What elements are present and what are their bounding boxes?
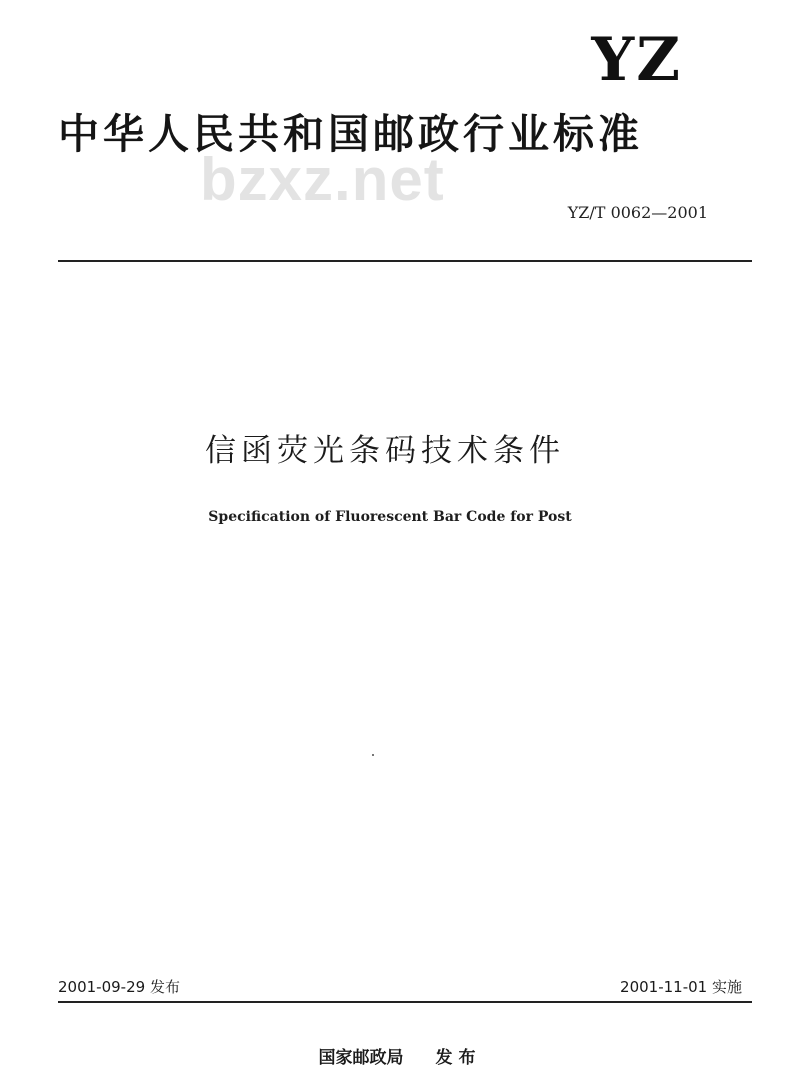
watermark-text: bzxz.net [200, 146, 445, 213]
stray-dot [372, 754, 374, 756]
document-title-english: Specification of Fluorescent Bar Code for Post [208, 509, 572, 525]
issuer-line [0, 1043, 800, 1068]
header-divider [58, 260, 752, 262]
organization-title: 中华人民共和国邮政行业标准 [58, 110, 643, 158]
issue-date: 2001-09-29 发布 [58, 978, 180, 996]
footer-divider [58, 1001, 752, 1003]
document-title-chinese: 信函荧光条码技术条件 [205, 433, 565, 469]
standard-code-mark: YZ [591, 25, 682, 95]
issuer-action: 发布 [435, 1048, 482, 1068]
implementation-date: 2001-11-01 实施 [620, 978, 742, 996]
issuer-name: 国家邮政局 [318, 1048, 404, 1068]
standard-number: YZ/T 0062—2001 [567, 203, 708, 222]
